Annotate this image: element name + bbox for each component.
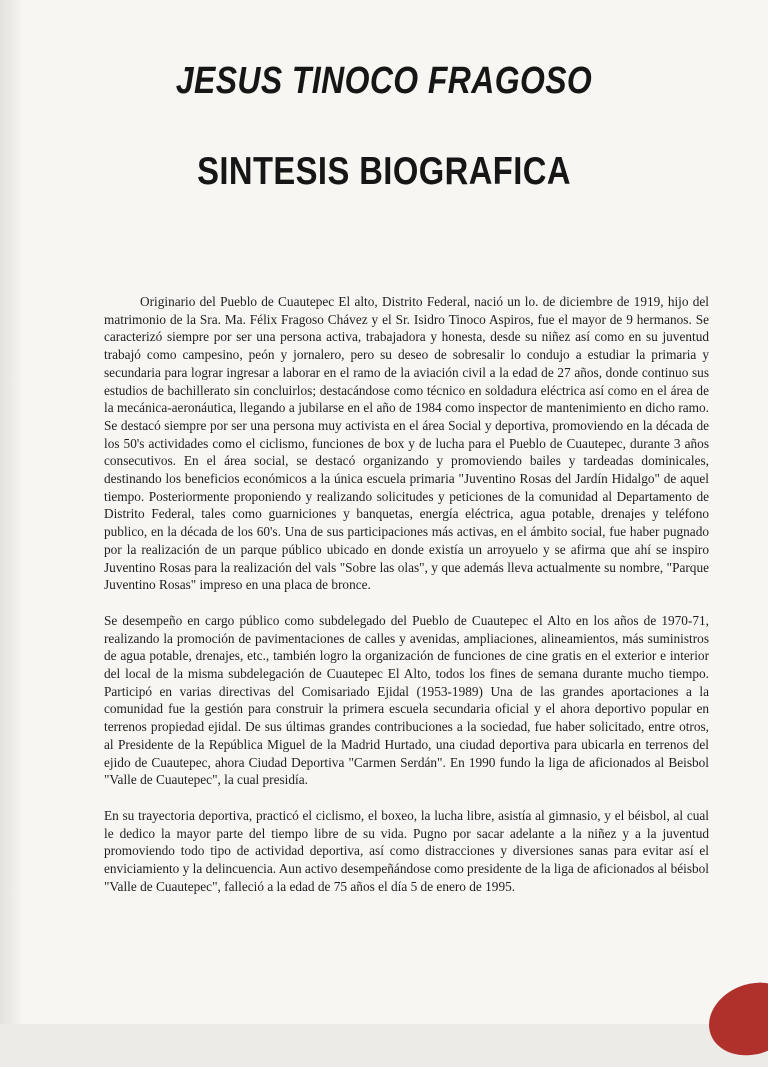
paragraph-public-service: Se desempeño en cargo público como subdelegado del Pueblo de Cuautepec el Alto en los años de 1970-71, realizando la promoción de pavimentaciones de calles y avenidas, ampliaciones, alineamientos, más suministros de agua potable, drenajes, etc., también logro la organización de funciones de cine gratis en el exterior e interior del local de la misma subdelegación de Cuautepec El Alto, todos los fines de semana durante mucho tiempo. Participó en varias directivas del Comisariado Ejidal (1953-1989) Una de las grandes aportaciones a la comunidad fue la gestión para construir la primera escuela secundaria oficial y el ahora deportivo popular en terrenos propiedad ejidal. De sus últimas grandes contribuciones a la sociedad, fue haber solicitado, entre otros, al Presidente de la República Miguel de la Madrid Hurtado, una ciudad deportiva para ubicarla en terrenos del ejido de Cuautepec, ahora Ciudad Deportiva "Carmen Serdán". En 1990 fundo la liga de aficionados al Beisbol "Valle de Cuautepec", la cual presidía. [104, 612, 709, 788]
paragraph-origin: Originario del Pueblo de Cuautepec El alto, Distrito Federal, nació un lo. de diciembre de 1919, hijo del matrimonio de la Sra. Ma. Félix Fragoso Chávez y el Sr. Isidro Tinoco Aspiros, fue el mayor de 9 hermanos. Se caracterizó siempre por ser una persona activa, trabajadora y honesta, desde su niñez así como en su juventud trabajó como campesino, peón y jornalero, pero su deseo de sobresalir lo condujo a estudiar la primaria y secundaria para lograr ingresar a laborar en el ramo de la aviación civil a la edad de 27 años, donde continuo sus estudios de bachillerato sin concluirlos; destacándose como técnico en soldadura eléctrica así como en el área de la mecánica-aeronáutica, llegando a jubilarse en el año de 1984 como inspector de mantenimiento en dicho ramo. Se destacó siempre por ser una persona muy activista en el área Social y deportiva, promoviendo en la década de los 50's actividades como el ciclismo, funciones de box y de lucha para el Pueblo de Cuautepec, durante 3 años consecutivos. En el área social, se destacó organizando y promoviendo bailes y tardeadas dominicales, destinando los beneficios económicos a la única escuela primaria "Juventino Rosas del Jardín Hidalgo" de aquel tiempo. Posteriormente proponiendo y realizando solicitudes y peticiones de la comunidad al Departamento de Distrito Federal, tales como guarniciones y banquetas, energía eléctrica, agua potable, drenajes y teléfono publico, en la década de los 60's. Una de sus participaciones más activas, en el ámbito social, fue haber pugnado por la realización de un parque público ubicado en donde existía un arroyuelo y se afirma que ahí se inspiro Juventino Rosas para la realización del vals "Sobre las olas", y que además lleva actualmente su nombre, "Parque Juventino Rosas" impreso en una placa de bronce. [104, 294, 709, 593]
biography-body [104, 293, 709, 914]
paragraph-sports: En su trayectoria deportiva, practicó el ciclismo, el boxeo, la lucha libre, asistía al gimnasio, y el béisbol, al cual le dedico la mayor parte del tiempo libre de su vida. Pugno por sacar adelante a la niñez y a la juventud promoviendo todo tipo de actividad deportiva, así como distracciones y diversiones sanas para evitar así el enviciamiento y la delincuencia. Aun activo desempeñándose como presidente de la liga de aficionados al béisbol "Valle de Cuautepec", falleció a la edad de 75 años el día 5 de enero de 1995. [104, 807, 709, 894]
page-edge-shadow [0, 0, 24, 1024]
red-corner-decoration [699, 971, 768, 1067]
document-subtitle: SINTESIS BIOGRAFICA [197, 150, 571, 193]
document-title: JESUS TINOCO FRAGOSO [175, 60, 593, 102]
